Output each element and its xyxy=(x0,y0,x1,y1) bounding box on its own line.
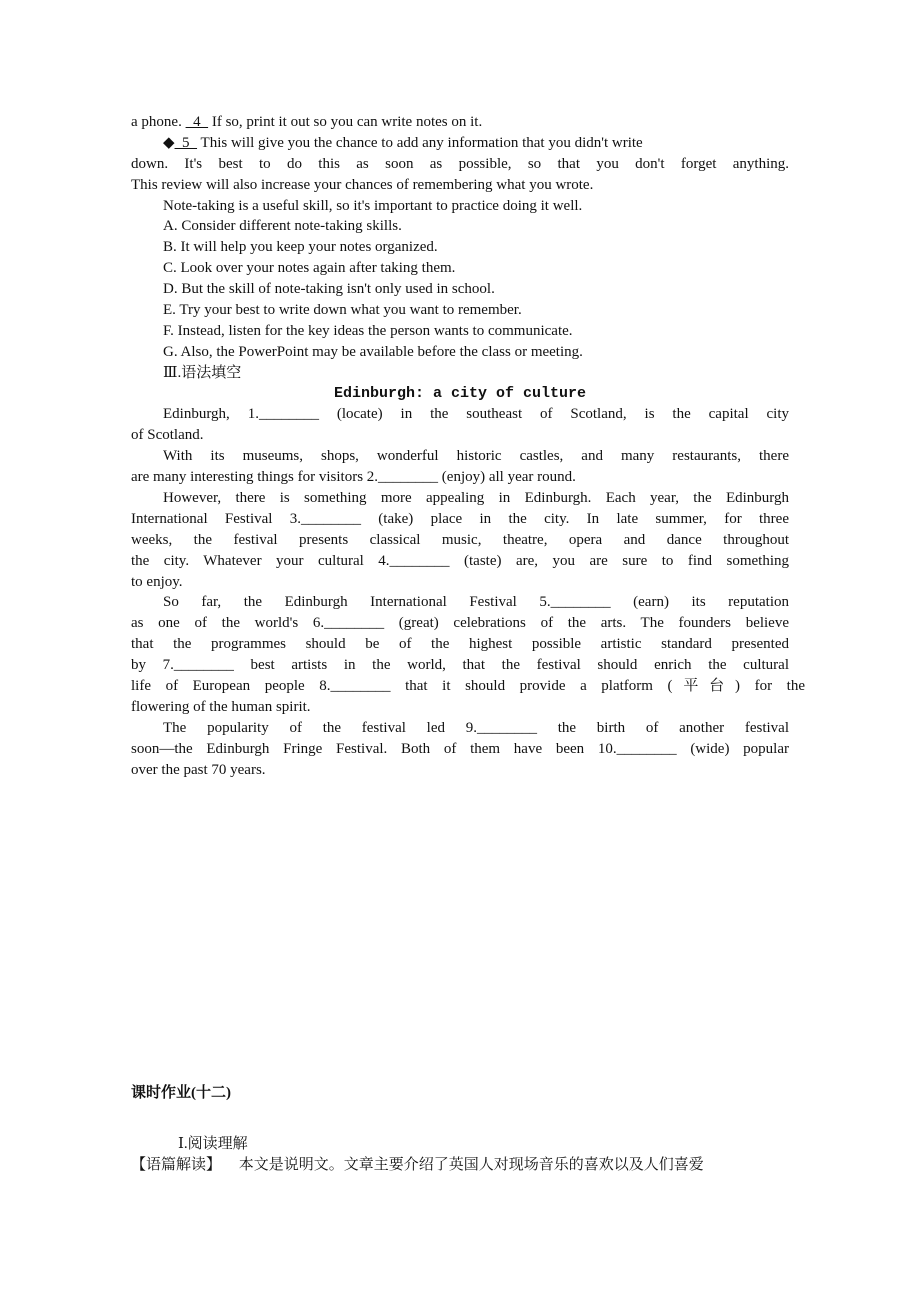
passage-line: The popularity of the festival led 9.________ the birth of another festival xyxy=(163,719,789,736)
text-line: This review will also increase your chances of remembering what you wrote. xyxy=(131,176,594,193)
passage-title: Edinburgh: a city of culture xyxy=(333,384,587,402)
text-line xyxy=(131,133,789,154)
text: a phone. xyxy=(131,114,186,130)
text: This will give you the chance to add any information that you didn't write xyxy=(197,134,643,151)
passage-line: as one of the world's 6.________ (great) celebrations of the arts. The founders believe xyxy=(131,615,789,632)
text-line: Note-taking is a useful skill, so it's important to practice doing it well. xyxy=(163,197,583,214)
answer-blank-4: 4 xyxy=(185,114,209,130)
passage-line: weeks, the festival presents classical music, theatre, opera and dance throughout xyxy=(131,531,789,548)
passage-line: flowering of the human spirit. xyxy=(131,698,311,715)
option-b: B. It will help you keep your notes organized. xyxy=(163,239,438,256)
passage-line: the city. Whatever your cultural 4.________ (taste) are, you are sure to find something xyxy=(131,552,789,569)
analysis-line xyxy=(131,1153,704,1174)
passage-line: of Scotland. xyxy=(131,427,204,444)
text-line xyxy=(131,112,789,133)
text: If so, print it out so you can write notes on it. xyxy=(208,114,483,130)
text-line: down. It's best to do this as soon as possible, so that you don't forget anything. xyxy=(131,155,789,172)
option-c: C. Look over your notes again after taking them. xyxy=(163,260,456,277)
analysis-text: 本文是说明文。文章主要介绍了英国人对现场音乐的喜欢以及人们喜爱 xyxy=(238,1157,704,1173)
passage-line: However, there is something more appealing in Edinburgh. Each year, the Edinburgh xyxy=(163,490,789,507)
passage-line: International Festival 3.________ (take) place in the city. In late summer, for three xyxy=(131,510,789,527)
diamond-icon: ◆ xyxy=(163,134,175,151)
option-d: D. But the skill of note-taking isn't only used in school. xyxy=(163,281,495,298)
option-a: A. Consider different note-taking skills. xyxy=(163,218,402,235)
option-e: E. Try your best to write down what you want to remember. xyxy=(163,302,522,319)
passage-line: soon—the Edinburgh Fringe Festival. Both of them have been 10.________ (wide) popular xyxy=(131,740,789,757)
option-f: F. Instead, listen for the key ideas the person wants to communicate. xyxy=(163,322,573,339)
passage-line: So far, the Edinburgh International Festival 5.________ (earn) its reputation xyxy=(163,594,789,611)
passage-line: Edinburgh, 1.________ (locate) in the southeast of Scotland, is the capital city xyxy=(163,406,789,423)
passage-line: that the programmes should be of the highest possible artistic standard presented xyxy=(131,636,789,653)
passage-line: With its museums, shops, wonderful historic castles, and many restaurants, there xyxy=(163,448,789,465)
analysis-label: 【语篇解读】 xyxy=(131,1157,222,1173)
passage-line: over the past 70 years. xyxy=(131,761,266,778)
homework-title: 课时作业(十二) xyxy=(131,1085,231,1101)
passage-line: life of European people 8.________ that it should provide a platform (平台) for the xyxy=(131,678,805,695)
passage-line: to enjoy. xyxy=(131,573,183,590)
reading-heading: Ⅰ.阅读理解 xyxy=(178,1136,248,1152)
passage-line: are many interesting things for visitors 2.________ (enjoy) all year round. xyxy=(131,469,576,486)
passage-line: by 7.________ best artists in the world, that the festival should enrich the cultural xyxy=(131,657,789,674)
option-g: G. Also, the PowerPoint may be available before the class or meeting. xyxy=(163,343,583,360)
answer-blank-5: 5 xyxy=(174,134,198,151)
exercise-block xyxy=(131,112,805,781)
section-heading: Ⅲ.语法填空 xyxy=(163,364,242,381)
